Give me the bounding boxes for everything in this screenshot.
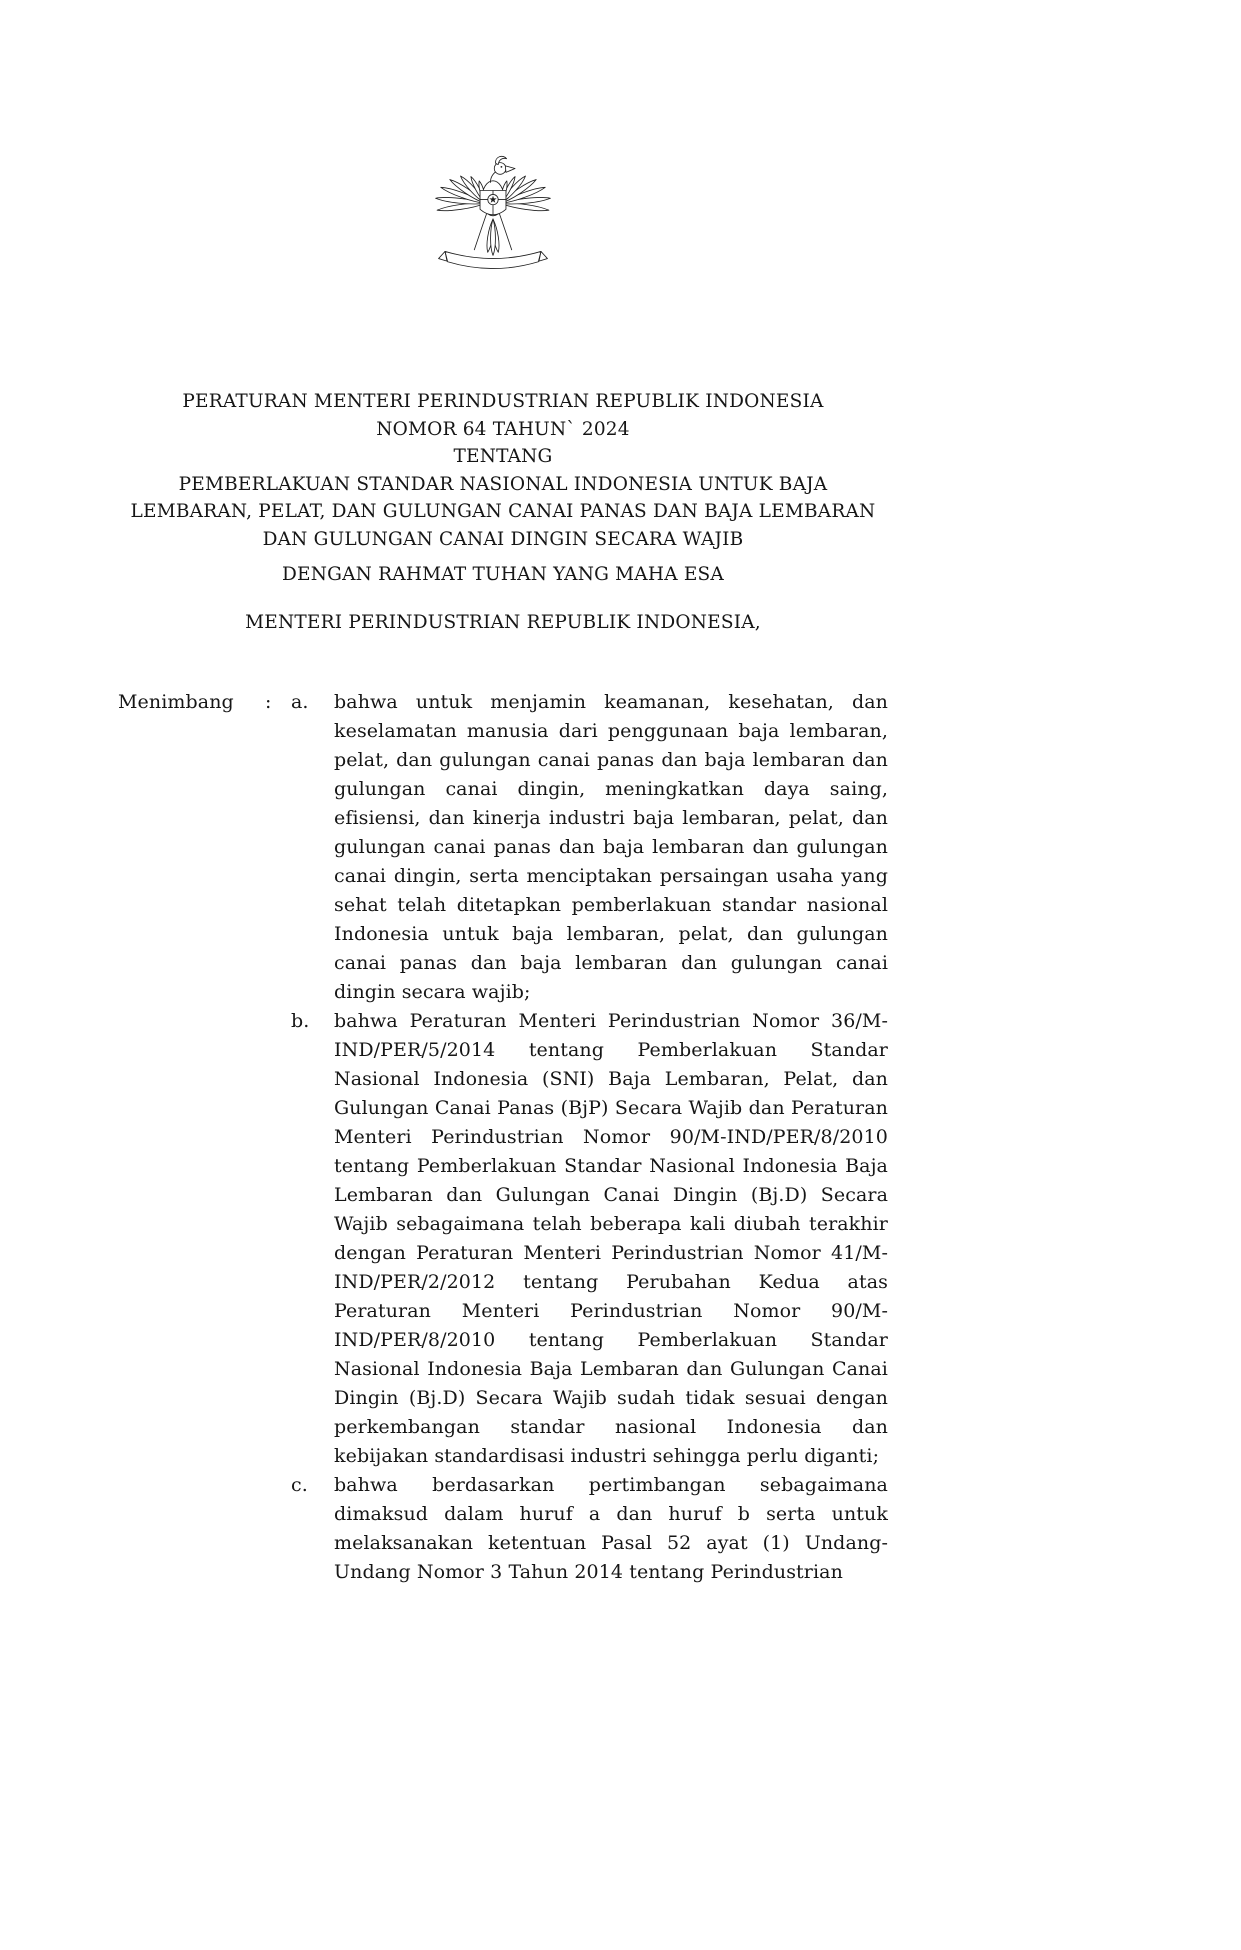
considering-label: Menimbang: [118, 691, 234, 713]
title-line-6: DAN GULUNGAN CANAI DINGIN SECARA WAJIB: [262, 528, 744, 550]
title-line-3: TENTANG: [453, 446, 553, 467]
title-line-5: LEMBARAN, PELAT, DAN GULUNGAN CANAI PANAS DAN BAJA LEMBARAN: [130, 501, 876, 522]
title-line-4: PEMBERLAKUAN STANDAR NASIONAL INDONESIA UNTUK BAJA: [178, 473, 828, 495]
considering-section: [118, 688, 888, 1587]
document-title: [118, 388, 888, 553]
item-text-c: bahwa berdasarkan pertimbangan sebagaimana dimaksud dalam huruf a dan huruf b serta untuk melaksanakan ketentuan Pasal 52 ayat (1) Undang-Undang Nomor 3 Tahun 2014 tentang Perindustrian: [334, 1474, 888, 1583]
national-emblem: [428, 126, 558, 290]
item-letter-c: c.: [291, 1474, 308, 1496]
item-text-a: bahwa untuk menjamin keamanan, kesehatan, dan keselamatan manusia dari penggunaan baja lembaran, pelat, dan gulungan canai panas dan baja lembaran dan gulungan canai dingin, meningkatkan daya saing, efisiensi, dan kinerja industri baja lembaran, pelat, dan gulungan canai panas dan baja lembaran dan gulungan canai dingin, serta menciptakan persaingan usaha yang sehat telah ditetapkan pemberlakuan standar nasional Indonesia untuk baja lembaran, pelat, dan gulungan canai panas dan baja lembaran dan gulungan canai dingin secara wajib;: [334, 691, 888, 1003]
considering-item-c: [291, 1471, 888, 1587]
item-letter-a: a.: [291, 691, 309, 713]
considering-items: [291, 688, 888, 1587]
considering-separator: :: [265, 691, 272, 713]
invocation-line: DENGAN RAHMAT TUHAN YANG MAHA ESA: [282, 564, 724, 585]
item-text-b: bahwa Peraturan Menteri Perindustrian Nomor 36/M-IND/PER/5/2014 tentang Pemberlakuan Standar Nasional Indonesia (SNI) Baja Lembaran, Pelat, dan Gulungan Canai Panas (BjP) Secara Wajib dan Peraturan Menteri Perindustrian Nomor 90/M-IND/PER/8/2010 tentang Pemberlakuan Standar Nasional Indonesia Baja Lembaran dan Gulungan Canai Dingin (Bj.D) Secara Wajib sebagaimana telah beberapa kali diubah terakhir dengan Peraturan Menteri Perindustrian Nomor 41/M-IND/PER/2/2012 tentang Perubahan Kedua atas Peraturan Menteri Perindustrian Nomor 90/M-IND/PER/8/2010 tentang Pemberlakuan Standar Nasional Indonesia Baja Lembaran dan Gulungan Canai Dingin (Bj.D) Secara Wajib sudah tidak sesuai dengan perkembangan standar nasional Indonesia dan kebijakan standardisasi industri sehingga perlu diganti;: [334, 1010, 888, 1467]
considering-item-b: [291, 1007, 888, 1471]
title-line-2: NOMOR 64 TAHUN` 2024: [376, 418, 630, 440]
considering-item-a: [291, 688, 888, 1007]
garuda-pancasila-icon: [428, 127, 558, 289]
document-content: [118, 388, 888, 1587]
title-line-1: PERATURAN MENTERI PERINDUSTRIAN REPUBLIK INDONESIA: [182, 391, 824, 412]
item-letter-b: b.: [291, 1010, 310, 1032]
official-title: MENTERI PERINDUSTRIAN REPUBLIK INDONESIA,: [245, 611, 761, 633]
